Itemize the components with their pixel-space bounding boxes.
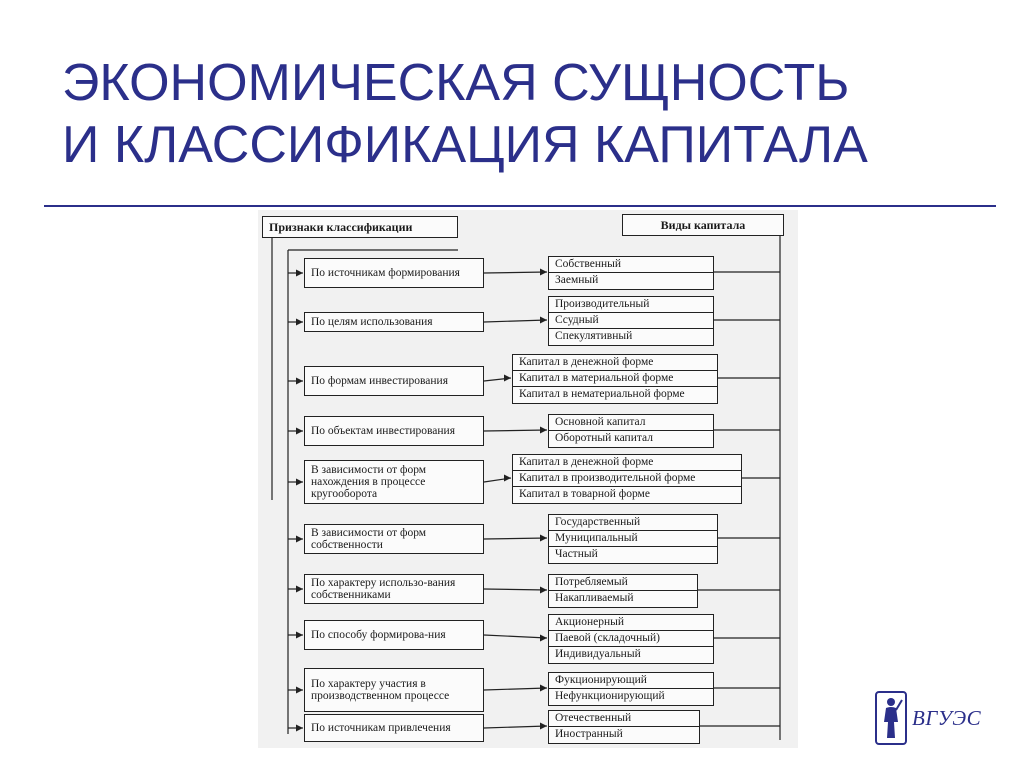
criterion-arrowhead [296, 586, 303, 593]
criterion-box [304, 258, 484, 288]
criterion-box [304, 574, 484, 604]
capital-type-item: Капитал в товарной форме [519, 488, 650, 500]
capital-type-item: Акционерный [549, 615, 713, 631]
capital-type-item: Ссудный [549, 313, 713, 329]
capital-type-item: Капитал в нематериальной форме [519, 388, 685, 400]
criterion-arrowhead [296, 725, 303, 732]
types-arrowhead [540, 635, 547, 642]
logo-text: ВГУЭС [912, 706, 982, 730]
criterion-arrowhead [296, 378, 303, 385]
slide-title-line2: И КЛАССИФИКАЦИЯ КАПИТАЛА [62, 116, 868, 174]
figure-emblem-icon [874, 688, 908, 746]
criterion-arrowhead [296, 270, 303, 277]
criterion-box [304, 620, 484, 650]
capital-types-group [548, 614, 714, 664]
types-arrowhead [540, 685, 547, 692]
capital-type-item: Паевой (складочный) [549, 631, 713, 647]
capital-type-item: Фукционирующий [549, 673, 713, 689]
criterion-label: По источникам формирования [311, 267, 460, 279]
criterion-to-types [484, 589, 547, 590]
capital-type-item: Собственный [549, 257, 713, 273]
vguis-logo [874, 688, 994, 748]
capital-types-group [512, 354, 718, 404]
criterion-arrowhead [296, 428, 303, 435]
criterion-to-types [484, 688, 547, 690]
capital-types-group [548, 710, 700, 744]
criterion-label: В зависимости от форм нахождения в процессе кругооборота [311, 464, 427, 500]
capital-type-item: Частный [555, 548, 598, 560]
capital-type-item: Производительный [549, 297, 713, 313]
criterion-arrowhead [296, 632, 303, 639]
capital-type-item: Нефункционирующий [555, 690, 665, 702]
criterion-box [304, 416, 484, 446]
capital-types-group [548, 514, 718, 564]
capital-type-item: Спекулятивный [555, 330, 633, 342]
types-arrowhead [504, 375, 511, 382]
left-header-label: Признаки классификации [269, 220, 413, 234]
left-header-box [262, 216, 458, 238]
capital-type-item: Капитал в производительной форме [513, 471, 741, 487]
criterion-arrowhead [296, 479, 303, 486]
types-arrowhead [540, 535, 547, 542]
capital-type-item: Основной капитал [549, 415, 713, 431]
criterion-to-types [484, 726, 547, 728]
criterion-label: По способу формирова-ния [311, 629, 446, 641]
criterion-label: По объектам инвестирования [311, 425, 455, 437]
criterion-label: По целям использования [311, 316, 433, 328]
capital-types-group [548, 414, 714, 448]
classification-diagram [258, 210, 798, 748]
criterion-to-types [484, 430, 547, 431]
capital-type-item: Муниципальный [549, 531, 717, 547]
capital-type-item: Капитал в денежной форме [513, 455, 741, 471]
types-arrowhead [540, 317, 547, 324]
criterion-label: По формам инвестирования [311, 375, 448, 387]
types-arrowhead [540, 587, 547, 594]
slide-title-line1: ЭКОНОМИЧЕСКАЯ СУЩНОСТЬ [62, 54, 850, 112]
criterion-label: По характеру участия в производственном процессе [311, 678, 450, 702]
criterion-label: По характеру использо-вания собственниками [311, 577, 456, 601]
criterion-box [304, 714, 484, 742]
criterion-to-types [484, 538, 547, 539]
types-arrowhead [504, 475, 511, 482]
capital-types-group [548, 296, 714, 346]
criterion-to-types [484, 320, 547, 322]
capital-types-group [548, 574, 698, 608]
capital-type-item: Потребляемый [549, 575, 697, 591]
capital-types-group [512, 454, 742, 504]
criterion-box [304, 668, 484, 712]
title-divider [44, 205, 996, 207]
capital-type-item: Государственный [549, 515, 717, 531]
slide-title [62, 52, 1002, 176]
right-header-label: Виды капитала [660, 218, 746, 232]
capital-types-group [548, 256, 714, 290]
types-arrowhead [540, 723, 547, 730]
criterion-box [304, 312, 484, 332]
types-arrowhead [540, 269, 547, 276]
criterion-box [304, 366, 484, 396]
criterion-label: По источникам привлечения [311, 722, 451, 734]
types-arrowhead [540, 427, 547, 434]
criterion-arrowhead [296, 687, 303, 694]
capital-type-item: Капитал в денежной форме [513, 355, 717, 371]
criterion-arrowhead [296, 536, 303, 543]
right-header-box [622, 214, 784, 236]
criterion-to-types [484, 635, 547, 638]
criterion-label: В зависимости от форм собственности [311, 527, 427, 551]
capital-type-item: Индивидуальный [555, 648, 641, 660]
capital-types-group [548, 672, 714, 706]
capital-type-item: Отечественный [549, 711, 699, 727]
capital-type-item: Капитал в материальной форме [513, 371, 717, 387]
capital-type-item: Заемный [555, 274, 599, 286]
criterion-to-types [484, 272, 547, 273]
criterion-box [304, 460, 484, 504]
criterion-box [304, 524, 484, 554]
criterion-arrowhead [296, 319, 303, 326]
capital-type-item: Иностранный [555, 728, 623, 740]
capital-type-item: Накапливаемый [555, 592, 634, 604]
capital-type-item: Оборотный капитал [555, 432, 653, 444]
